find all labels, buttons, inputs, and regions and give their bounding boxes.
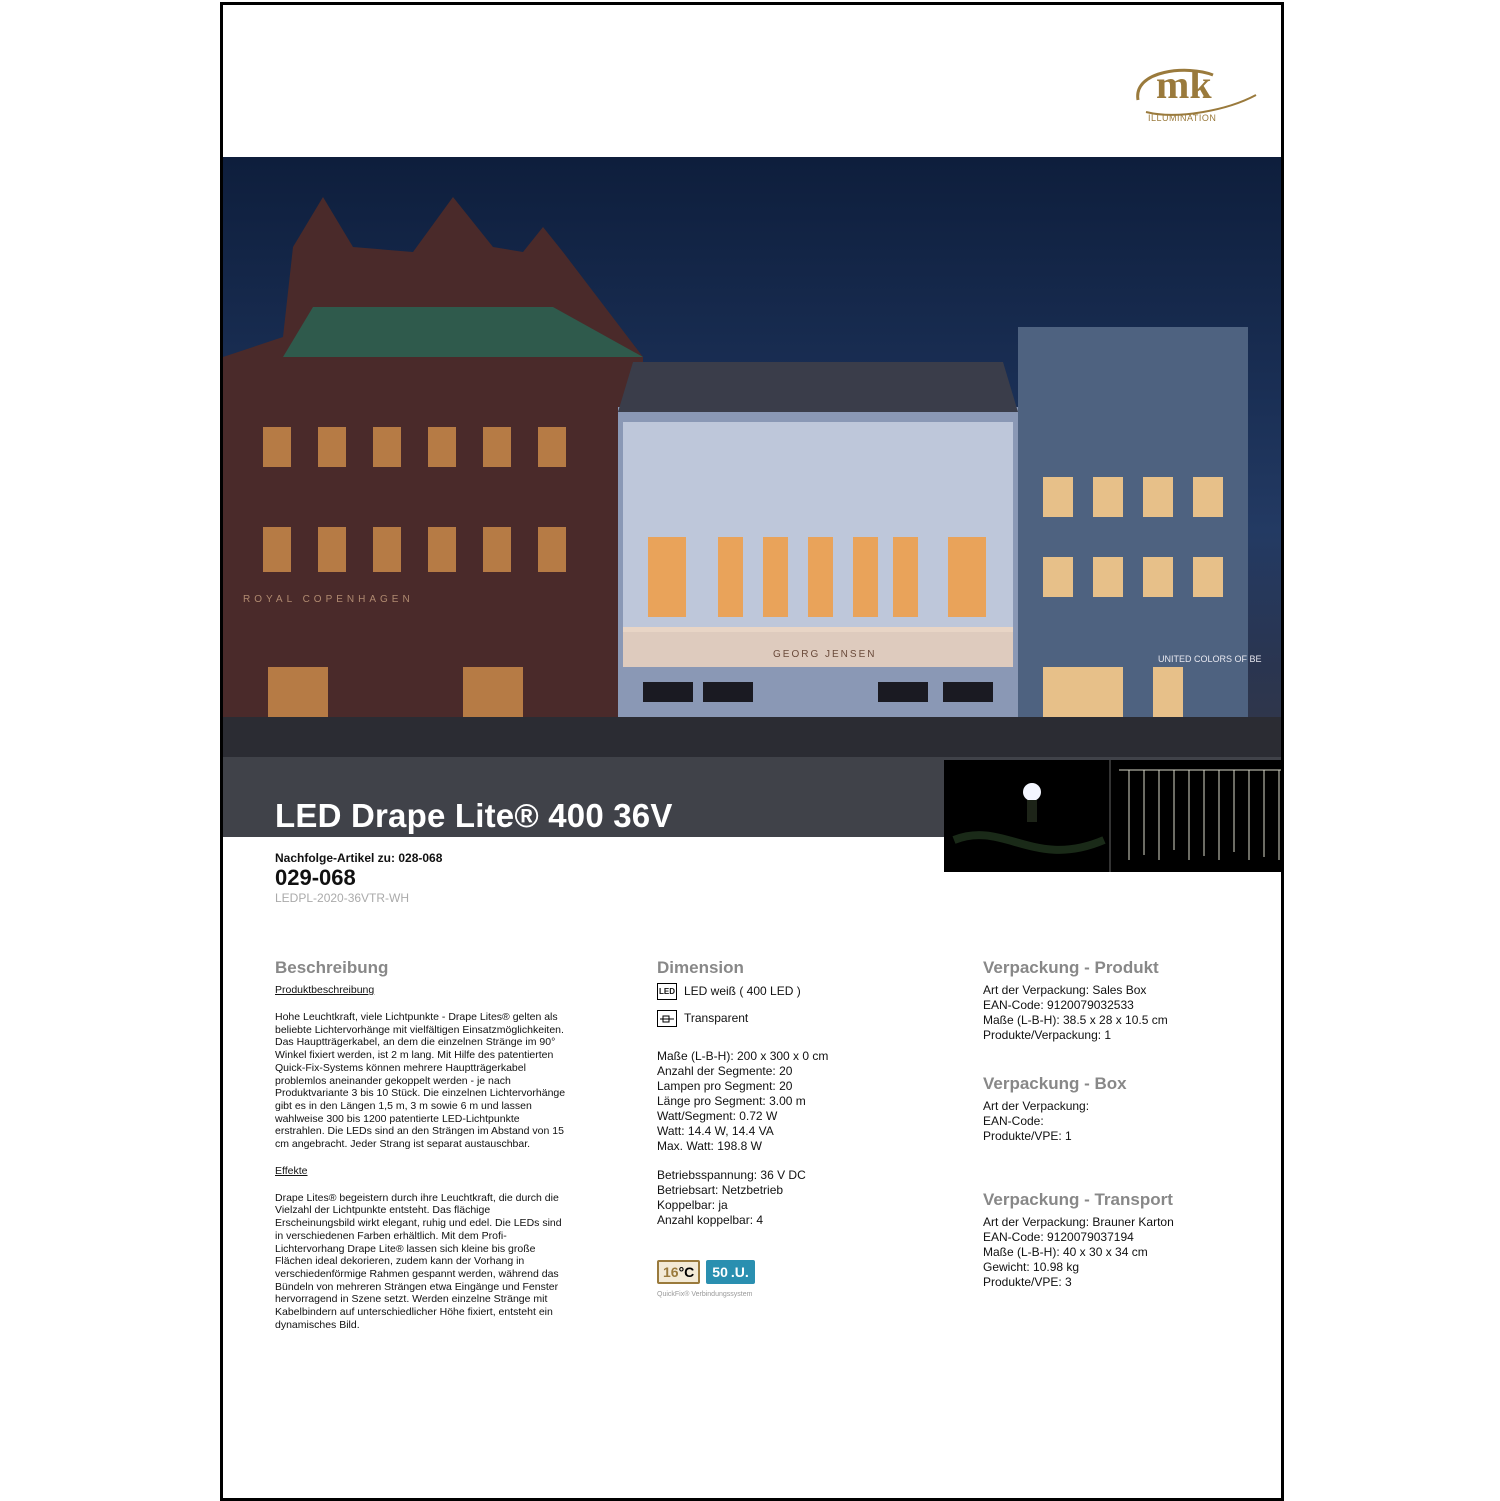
effects-subheading: Effekte: [275, 1164, 308, 1177]
packaging-transport-heading: Verpackung - Transport: [983, 1190, 1173, 1209]
spec-line: Betriebsart: Netzbetrieb: [657, 1183, 784, 1197]
packaging-transport-line: Art der Verpackung: Brauner Karton: [983, 1215, 1174, 1229]
dimension-column: [657, 960, 828, 1302]
svg-text:mk: mk: [1156, 62, 1212, 107]
hero-photo: [223, 157, 1281, 837]
packaging-transport-line: EAN-Code: 9120079037194: [983, 1230, 1134, 1244]
packaging-box-line: Produkte/VPE: 1: [983, 1129, 1072, 1143]
description-heading: Beschreibung: [275, 958, 389, 977]
svg-text:UNITED COLORS OF BE: UNITED COLORS OF BE: [1158, 654, 1262, 664]
spec-line: Anzahl koppelbar: 4: [657, 1213, 764, 1227]
packaging-product-line: Produkte/Verpackung: 1: [983, 1028, 1112, 1042]
logo-subtitle: ILLUMINATION: [1148, 113, 1217, 123]
svg-text:GEORG JENSEN: GEORG JENSEN: [773, 649, 877, 660]
led-feature-label: LED weiß ( 400 LED ): [684, 984, 801, 998]
packaging-product-line: Art der Verpackung: Sales Box: [983, 983, 1147, 997]
packaging-transport-line: Produkte/VPE: 3: [983, 1275, 1072, 1289]
spec-line: Lampen pro Segment: 20: [657, 1079, 793, 1093]
cable-icon: [657, 1010, 677, 1027]
packaging-transport-line: Maße (L-B-H): 40 x 30 x 34 cm: [983, 1245, 1148, 1259]
packaging-product-line: Maße (L-B-H): 38.5 x 28 x 10.5 cm: [983, 1013, 1168, 1027]
spec-line: Betriebsspannung: 36 V DC: [657, 1168, 806, 1182]
street-scene-illustration: [223, 157, 1281, 837]
datasheet-page: [220, 2, 1284, 1501]
dimension-heading: Dimension: [657, 958, 744, 977]
description-column: [275, 960, 570, 1344]
spec-line: Koppelbar: ja: [657, 1198, 728, 1212]
cable-feature-label: Transparent: [684, 1011, 749, 1025]
effects-text: Drape Lites® begeistern durch ihre Leuchtkraft, die durch die Vielzahl der Lichtpunkte entsteht. Das flächige Erscheinungsbild wirkt elegant, ruhig und edel. Die LEDs sind in verschiedenen Farben erhältlich. Mit dem Profi-Lichtervorhang Drape Lite® lassen sich kleine bis große Flächen ideal dekorieren, zudem kann der Vorhang in verschiedenförmige Rahmen gespannt werden, während das Bündeln von mehreren Strängen etwa Eingänge und Fenster hervorragend in Szene setzt. Werden einzelne Stränge mit Kabelbindern auf unterschiedlicher Höhe fixiert, entsteht ein dynamisches Bild.: [275, 1191, 562, 1331]
spec-line: Länge pro Segment: 3.00 m: [657, 1094, 806, 1108]
quickfix-note: QuickFix® Verbindungssystem: [657, 1291, 753, 1298]
packaging-transport-line: Gewicht: 10.98 kg: [983, 1260, 1080, 1274]
packaging-box-heading: Verpackung - Box: [983, 1074, 1127, 1093]
spec-line: Maße (L-B-H): 200 x 300 x 0 cm: [657, 1049, 829, 1063]
temperature-badge: 16 °C: [657, 1260, 700, 1284]
product-description-subheading: Produktbeschreibung: [275, 984, 375, 996]
packaging-box-line: EAN-Code:: [983, 1114, 1044, 1128]
led-icon: LED: [657, 983, 677, 1000]
connection-badge: 50 .U.: [706, 1260, 754, 1284]
packaging-product-heading: Verpackung - Produkt: [983, 958, 1159, 977]
product-title: LED Drape Lite® 400 36V: [275, 797, 673, 834]
spec-line: Watt/Segment: 0.72 W: [657, 1109, 778, 1123]
spec-line: Watt: 14.4 W, 14.4 VA: [657, 1124, 774, 1138]
predecessor-note: Nachfolge-Artikel zu: 028-068: [275, 851, 443, 865]
quickfix-badges: [657, 1260, 828, 1284]
article-code: LEDPL-2020-36VTR-WH: [275, 891, 410, 905]
packaging-column: [983, 960, 1174, 1290]
packaging-product-line: EAN-Code: 9120079032533: [983, 998, 1134, 1012]
packaging-box-line: Art der Verpackung:: [983, 1099, 1090, 1113]
cable-feature: [657, 1010, 828, 1027]
spec-line: Anzahl der Segmente: 20: [657, 1064, 793, 1078]
spec-line: Max. Watt: 198.8 W: [657, 1139, 762, 1153]
product-detail-photos: [944, 760, 1281, 872]
article-number: 029-068: [275, 865, 356, 890]
product-description-text: Hohe Leuchtkraft, viele Lichtpunkte - Drape Lites® gelten als beliebte Lichtervorhänge mit vielfältigen Einsatzmöglichkeiten. Das Hauptträgerkabel, an dem die einzelnen Stränge im 90° Winkel fixiert werden, ist 2 m lang. Mit Hilfe des patentierten Quick-Fix-Systems können mehrere Hauptträgerkabel problemlos aneinander gekoppelt werden - je nach Produktvariante 3 bis 10 Stück. Die einzelnen Lichtervorhänge gibt es in den Längen 1,5 m, 3 m sowie 6 m und lassen wahlweise 300 bis 1200 patentierte LED-Lichtpunkte erstrahlen. Die LEDs sind an den Strängen im Abstand von 15 cm angebracht. Jeder Strang ist separat austauschbar.: [275, 1011, 566, 1151]
svg-text:ROYAL COPENHAGEN: ROYAL COPENHAGEN: [243, 594, 414, 605]
led-feature: [657, 983, 828, 1000]
